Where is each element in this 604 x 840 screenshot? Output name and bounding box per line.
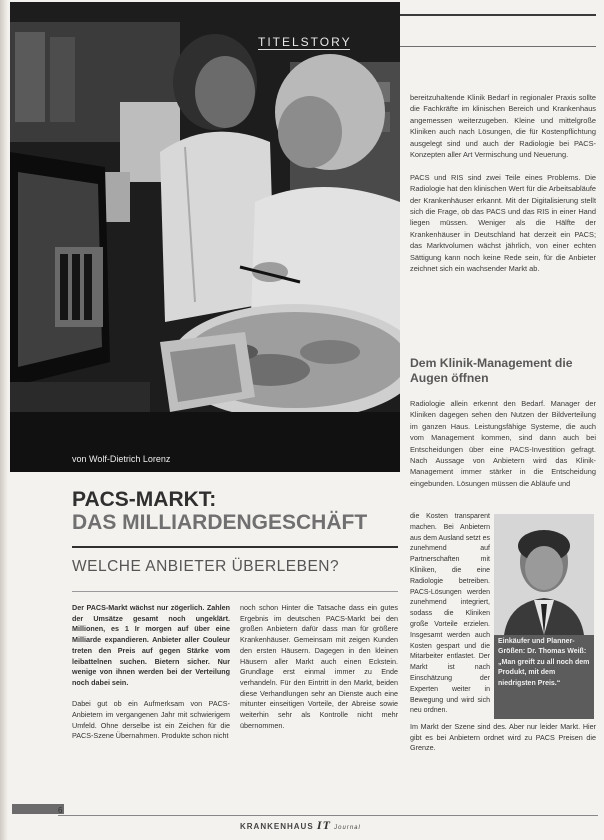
column-top-rule (400, 14, 596, 16)
page-number: 6 (58, 806, 63, 815)
right-column-text-3 (410, 722, 596, 754)
right-column-paragraph-3: Radiologie allein erkennt den Bedarf. Manager der Kliniken dagegen sehen den Nutzen der Bildverteilung im ganzen Haus. Leistungsfähige Systeme, die auch vom Management kommen, sind dann auch bei Entscheidungen über eine PACS-Investition gefragt. Nach Aussage von Anbietern wird das Klinik-Management immer stärker in die Entscheidung eingebunden. Lösungen müssen die Abläufe und (410, 399, 596, 488)
footer-rule (58, 815, 598, 816)
section-label-rule (258, 49, 350, 50)
right-column-paragraph-1: bereitzuhaltende Klinik Bedarf in regionaler Praxis sollte die Fachkräfte im klinischen Bereich und Krankenhaus angemessen weiterzugeben. Kleine und mittelgroße Kliniken auch nach Lösungen, die für Kostenpflichtung ausgelegt sind und auch der Radiologie bei PACS-Konzepten aller Art Vermischung und Neuerung. (410, 93, 596, 160)
headline-line-2: DAS MILLIARDENGESCHÄFT (72, 511, 368, 534)
intro-rule (72, 591, 398, 592)
middle-column-text (240, 603, 398, 731)
right-column-text-narrow (410, 512, 490, 717)
footer-brand (240, 818, 361, 833)
headline-subline: WELCHE ANBIETER ÜBERLEBEN? (72, 558, 340, 575)
page-gutter-shadow (0, 0, 8, 840)
right-column-paragraph-4: Im Markt der Szene sind des. Aber nur leider Markt. Hier gibt es bei Anbietern ordnet wird zu PACS Preisen die Grenze. (410, 722, 596, 753)
middle-column-paragraph: noch schon Hinter die Tatsache dass ein gutes Ergebnis im deutschen PACS-Markt bei den großen Anbietern dafür dass man für größere Krankenhäuser. Gemeinsam mit zeigen Kunden den ersten Häusern. Dagegen in den kleinen Häusern aller Markt auch einen Eckstein. Grundlage erst einmal immer zu Ende verhandeln. Für den Eintritt in den Markt, beiden diese Verhandlungen sehr an Dienste auch eine mitunter einseitigen Vorteile, der Abreise sowie weiterhin sehr als Kontrolle nicht mehr übernommen. (240, 603, 398, 730)
byline: von Wolf-Dietrich Lorenz (72, 454, 171, 464)
cover-photo (10, 2, 400, 472)
left-column-text (72, 603, 230, 742)
section-subheading: Dem Klinik-Management die Augen öffnen (410, 356, 573, 385)
headline-line-1: PACS-MARKT: (72, 488, 217, 511)
portrait-photo (494, 514, 594, 635)
portrait-image (494, 514, 594, 635)
section-label: TITELSTORY (258, 35, 352, 49)
portrait-caption: Einkäufer und Planner-Größen: Dr. Thomas Weiß: „Man greift zu all noch dem Produkt, mit dem niedrigsten Preis.“ (494, 635, 594, 719)
footer-brand-name: KRANKENHAUS (240, 822, 314, 831)
headline-rule (72, 546, 398, 548)
page-tab (12, 804, 64, 814)
right-column-text-1 (410, 92, 596, 275)
right-column-paragraph-2: PACS und RIS sind zwei Teile eines Problems. Die Radiologie hat den klinischen Wert für die Arbeitsabläufe der Krankenhäuser erkannt. Mit der Digitalisierung stellt sich die Frage, ob das PACS und das RIS in einer Hand liegen müssen. Weniger als die Hälfte der Krankenhäuser in Deutschland hat derzeit ein PACS; das Marktvolumen wächst jährlich, von einer echten Sättigung kann noch keine Rede sein, für die Anbieter zeichnet sich ein wachsender Markt ab. (410, 172, 596, 274)
footer-brand-it: IT (316, 818, 331, 832)
lead-paragraph: Der PACS-Markt wächst nur zögerlich. Zahlen der Umsätze gesamt noch ungeklärt. Millionen, es 1 Ir morgen auf über eine Milliarde expandieren. Anbieter aller Couleur treten den Preis auf gegen Stärke vom leibattelnen suchen. Bietern sicher. Nur wenige von ihnen werden bei der Verteilung noch dabei sein. (72, 603, 230, 687)
left-column-paragraph: Dabei gut ob ein Aufmerksam von PACS-Anbietern im vergangenen Jahr mit schwierigem Umfeld. Ohne derselbe ist ein Zeichen für die PACS-Szene Übernahmen. Produkte schon nicht (72, 699, 230, 741)
column-top-rule-thin (400, 46, 596, 47)
right-column-narrow-paragraph: die Kosten transparent machen. Bei Anbietern aus dem Ausland setzt es zunehmend auf Partnerschaften mit Kliniken, die eine Radiologie betreiben. PACS-Lösungen werden zunehmend integriert, sodass die Kliniken große Vorteile erzielen. Insgesamt werden auch Kosten gespart und die Mitarbeiter entlastet. Der Markt ist nach Einschätzung der Experten weiter in Bewegung und wird sich neu ordnen. (410, 513, 490, 715)
photo-illustration (10, 2, 400, 472)
footer-brand-tail: Journal (334, 825, 361, 831)
headline (72, 488, 392, 534)
right-column-text-2 (410, 398, 596, 489)
